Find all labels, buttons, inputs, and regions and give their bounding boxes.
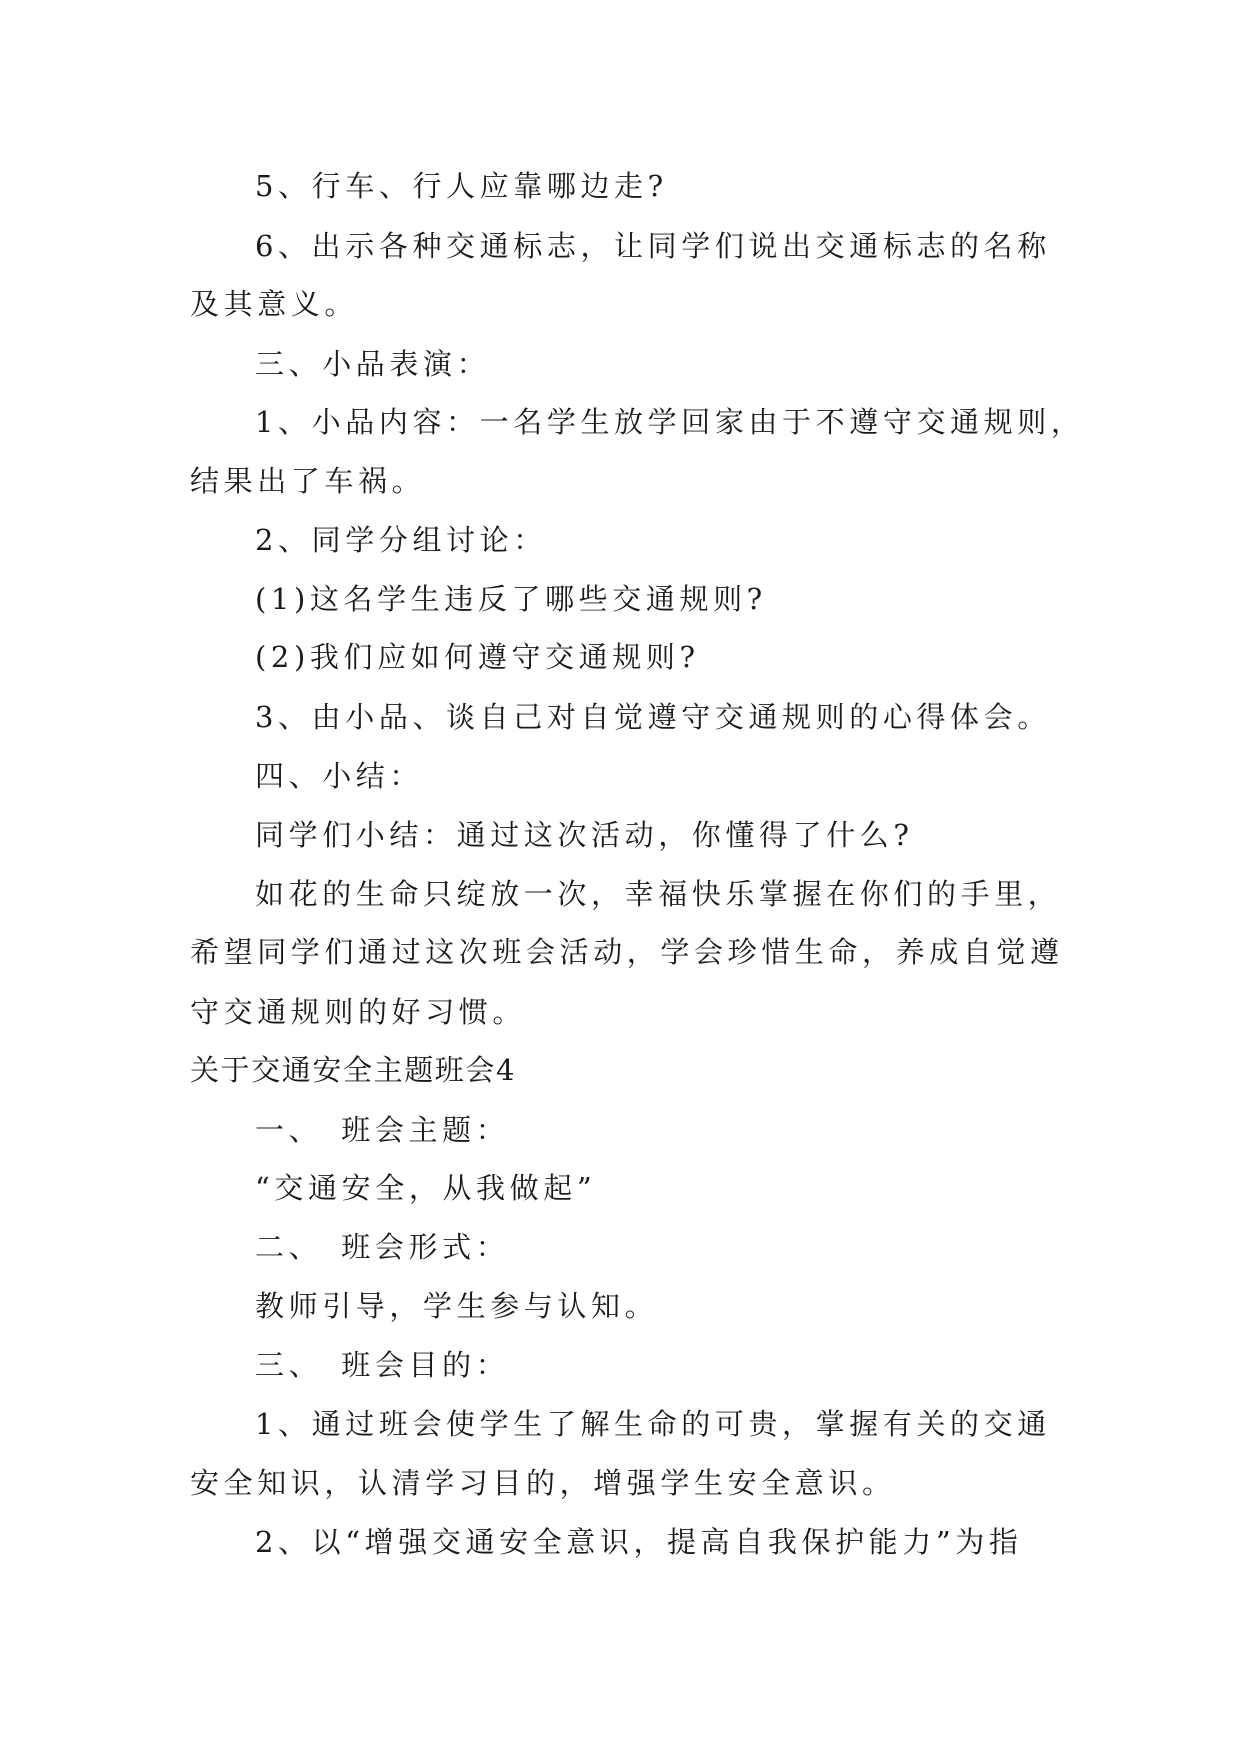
list-item: (1)这名学生违反了哪些交通规则? xyxy=(255,582,767,616)
document-title: 关于交通安全主题班会4 xyxy=(190,1053,517,1087)
section-heading: 三、 班会目的： xyxy=(255,1348,510,1382)
section-heading: 二、 班会形式： xyxy=(255,1230,510,1264)
paragraph-line: 1、小品内容：一名学生放学回家由于不遵守交通规则， xyxy=(255,405,1085,439)
paragraph-line: 2、以“增强交通安全意识，提高自我保护能力”为指 xyxy=(255,1525,1023,1559)
section-heading: 一、 班会主题： xyxy=(255,1113,510,1147)
paragraph-line: 6、出示各种交通标志，让同学们说出交通标志的名称 xyxy=(255,229,1051,263)
section-heading: 三、小品表演： xyxy=(255,347,491,381)
paragraph-line: 3、由小品、谈自己对自觉遵守交通规则的心得体会。 xyxy=(255,700,1051,734)
paragraph-line: 安全知识，认清学习目的，增强学生安全意识。 xyxy=(190,1466,896,1500)
paragraph-line: 如花的生命只绽放一次，幸福快乐掌握在你们的手里， xyxy=(255,877,1062,911)
paragraph-line: 希望同学们通过这次班会活动，学会珍惜生命，养成自觉遵 xyxy=(190,935,1064,969)
paragraph-line: 教师引导，学生参与认知。 xyxy=(255,1289,659,1323)
paragraph-line: 结果出了车祸。 xyxy=(190,464,426,498)
paragraph-line: 5、行车、行人应靠哪边走? xyxy=(255,169,668,203)
paragraph-line: 1、通过班会使学生了解生命的可贵，掌握有关的交通 xyxy=(255,1407,1051,1441)
paragraph-line: 同学们小结：通过这次活动，你懂得了什么? xyxy=(255,818,914,852)
section-heading: 四、小结： xyxy=(255,759,424,793)
paragraph-line: 2、同学分组讨论： xyxy=(255,523,547,557)
list-item: (2)我们应如何遵守交通规则? xyxy=(255,640,700,674)
paragraph-line: “交通安全，从我做起” xyxy=(255,1171,597,1205)
paragraph-line: 及其意义。 xyxy=(190,287,359,321)
paragraph-line: 守交通规则的好习惯。 xyxy=(190,995,527,1029)
